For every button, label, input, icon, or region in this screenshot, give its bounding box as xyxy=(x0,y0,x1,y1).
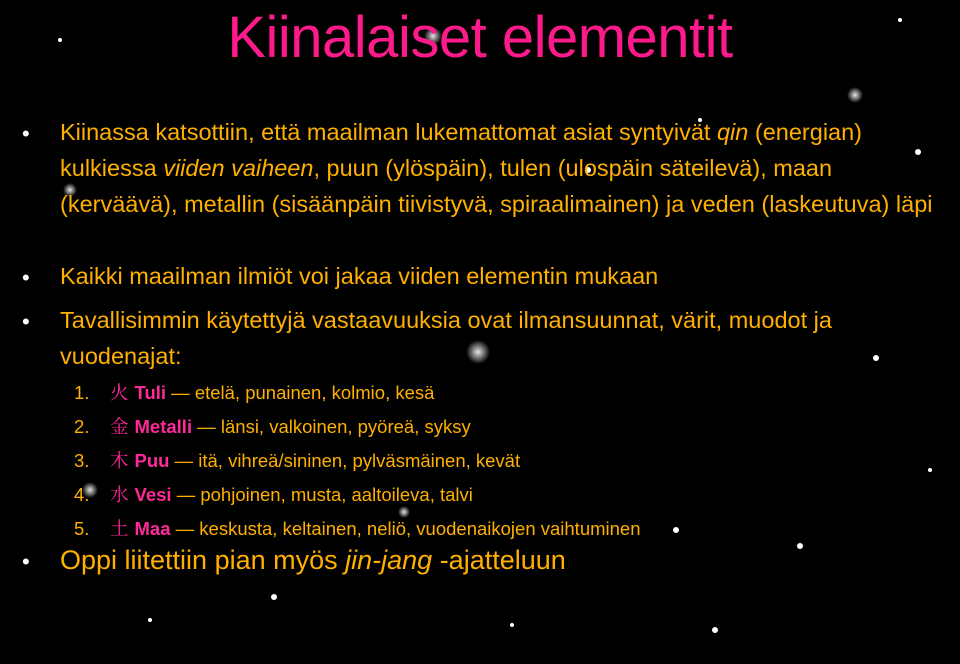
page-title: Kiinalaiset elementit xyxy=(227,5,733,70)
bullet-text-3: Tavallisimmin käytettyjä vastaavuuksia ovat ilmansuunnat, värit, muodot ja vuodenajat: xyxy=(60,307,832,369)
list-item: 1. 火 Tuli — etelä, punainen, kolmio, kesä xyxy=(74,382,435,404)
bullet-icon: • xyxy=(22,265,30,290)
bullet-icon: • xyxy=(22,309,30,334)
viiden-vaiheen-term: viiden vaiheen xyxy=(163,155,314,181)
bullet-text-2: Kaikki maailman ilmiöt voi jakaa viiden elementin mukaan xyxy=(60,263,659,289)
earth-glyph: 土 xyxy=(110,519,129,540)
wood-glyph: 木 xyxy=(110,451,129,472)
bullet-icon: • xyxy=(22,549,30,574)
qin-term: qin xyxy=(716,119,749,145)
bullet-text-4: Oppi liitettiin pian myös jin-jang -ajatteluun xyxy=(60,545,566,575)
elements-list xyxy=(74,376,641,546)
list-item: 5. 土 Maa — keskusta, keltainen, neliö, vuodenaikojen vaihtuminen xyxy=(74,518,641,540)
bullet-icon: • xyxy=(22,121,30,146)
list-item: 3. 木 Puu — itä, vihreä/sininen, pylväsmäinen, kevät xyxy=(74,450,521,472)
list-item: 2. 金 Metalli — länsi, valkoinen, pyöreä, syksy xyxy=(74,416,471,438)
list-item: 4. 水 Vesi — pohjoinen, musta, aaltoileva, talvi xyxy=(74,484,473,506)
jin-jang-term: jin-jang xyxy=(345,545,433,575)
fire-glyph: 火 xyxy=(110,383,129,404)
water-glyph: 水 xyxy=(110,485,129,506)
metal-glyph: 金 xyxy=(110,417,129,438)
bullet-text-1: Kiinassa katsottiin, että maailman lukemattomat asiat syntyivät qin (energian) kulkiessa viiden vaiheen, puun (ylöspäin), tulen (ulospäin säteilevä), maan (kerväävä), metallin (sisäänpäin tiivistyvä, spiraalimainen) ja veden (laskeutuva) läpi xyxy=(60,119,933,217)
